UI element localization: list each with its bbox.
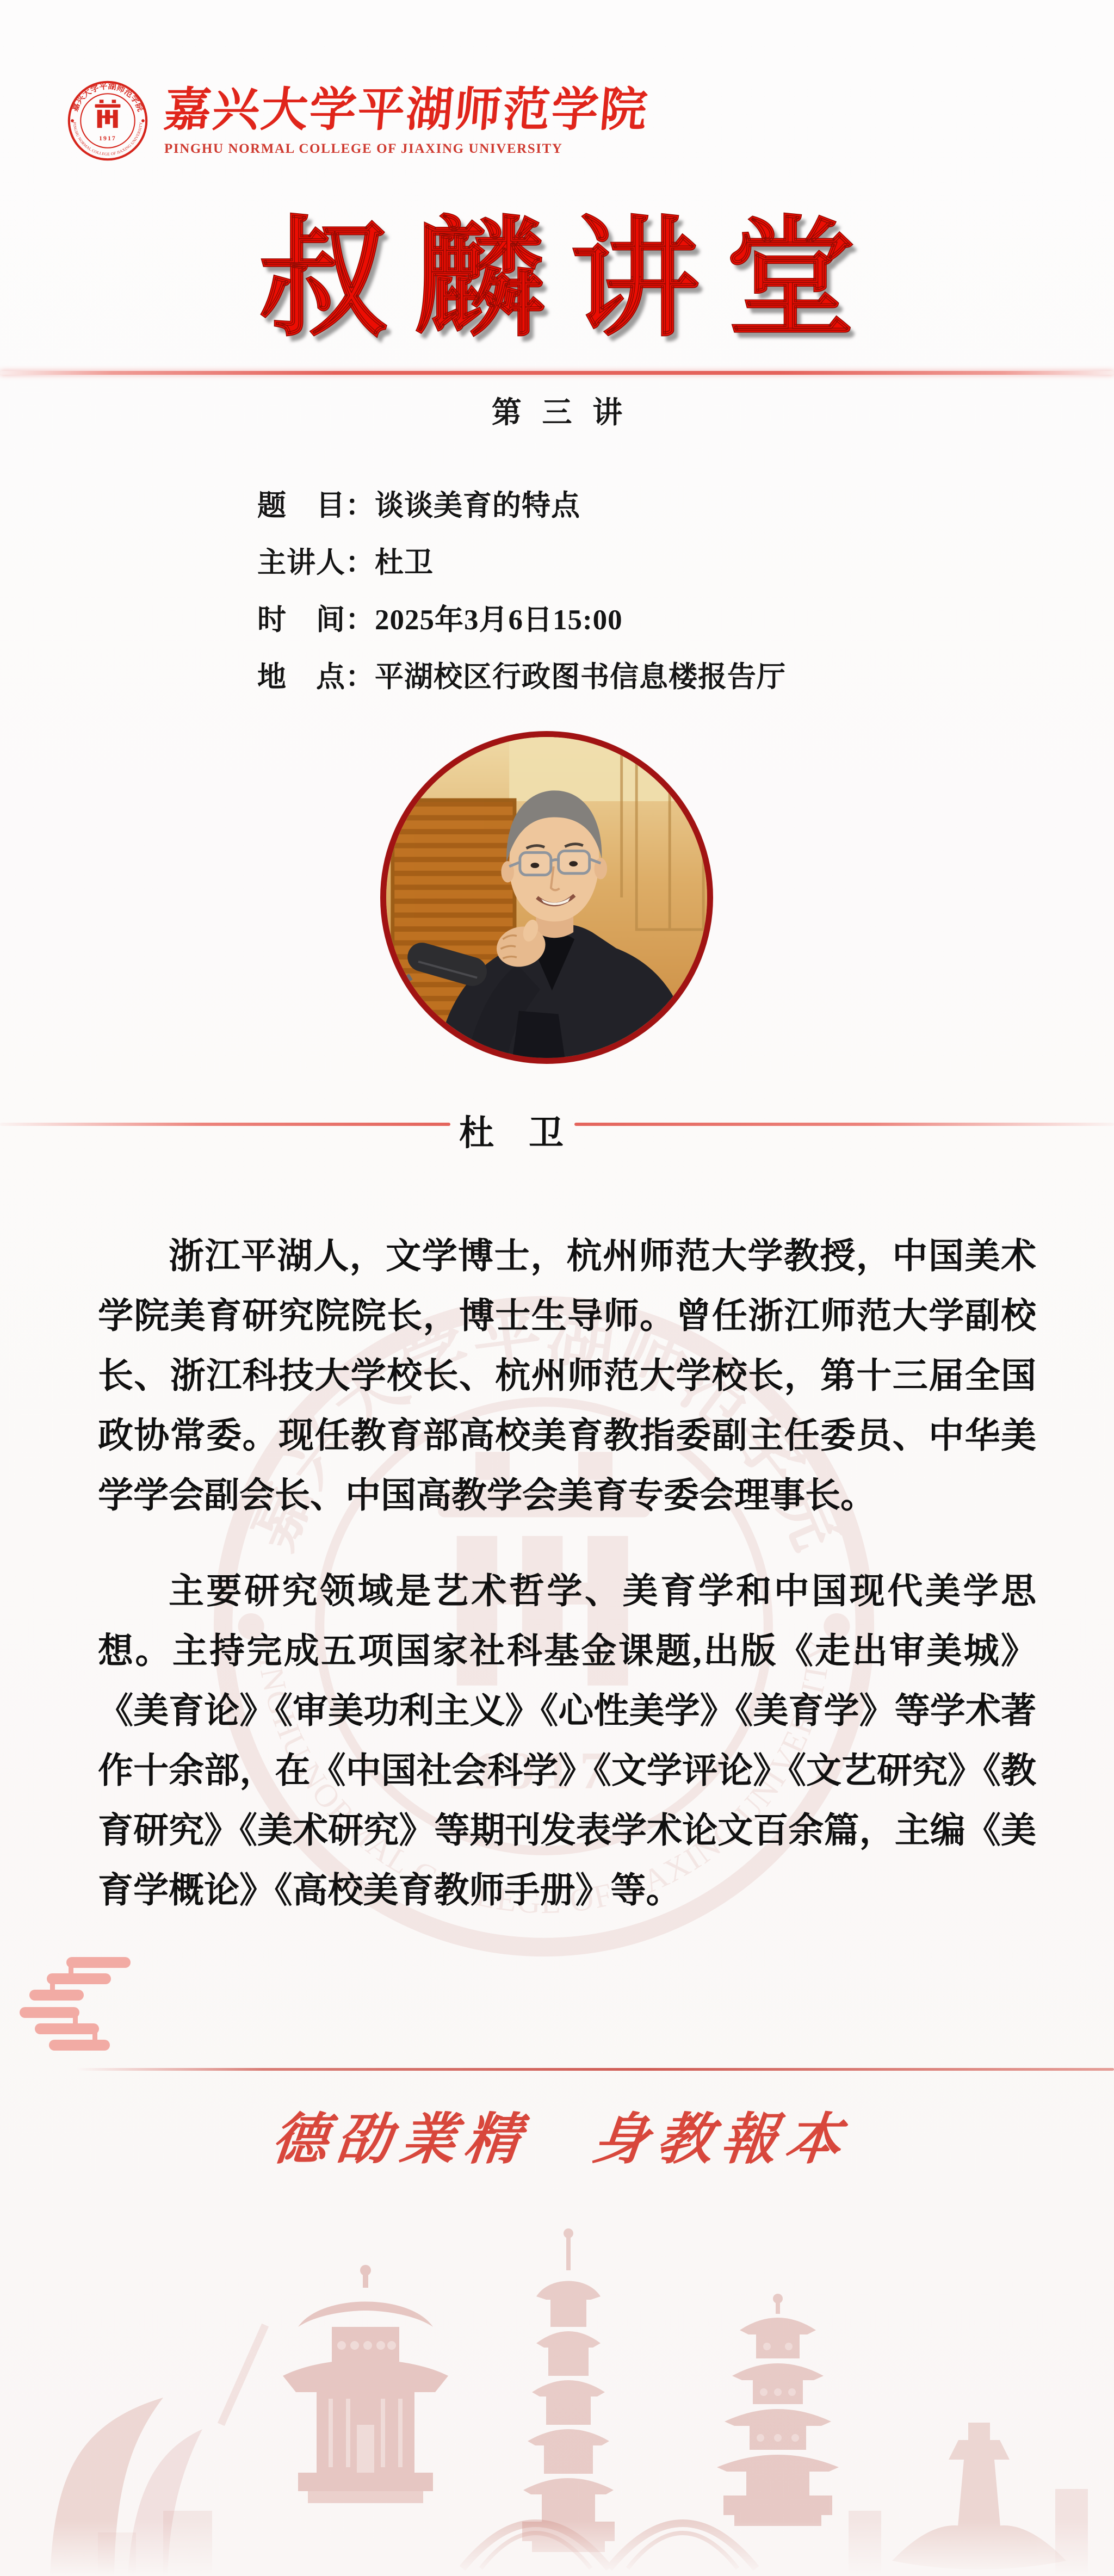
detail-value: 2025年3月6日15:00 [375,604,623,636]
detail-label: 地 点： [257,661,375,693]
seal-logo-icon [66,79,149,162]
detail-label: 题 目： [257,490,375,522]
detail-row-time [257,605,786,635]
portrait-photo [380,731,713,1064]
lecture-number: 第 三 讲 [491,396,629,429]
college-name-zh: 嘉兴大学平湖师范学院 [162,84,651,136]
detail-row-location [257,662,786,692]
portrait-illustration [386,737,707,1058]
header [162,83,651,157]
detail-value: 杜卫 [375,547,434,579]
detail-row-speaker [257,548,786,578]
speaker-name: 杜 卫 [459,1114,564,1153]
detail-value: 谈谈美育的特点 [375,490,580,522]
detail-label: 时 间： [257,604,375,636]
divider-line [0,371,1114,375]
detail-label: 主讲人： [257,547,375,579]
cloud-motif-icon [14,1954,150,2060]
name-divider-right [574,1123,1114,1126]
name-divider-left [0,1123,450,1126]
detail-value: 平湖校区行政图书信息楼报告厅 [375,661,786,693]
page-title: 叔麟讲堂 [259,209,881,352]
bio-paragraph-2: 主要研究领域是艺术哲学、美育学和中国现代美学思想。主持完成五项国家社科基金课题,出版《走出审美城》《美育论》《审美功利主义》《心性美学》《美育学》等学术著作十余部，在《中国社会科学》《文学评论》《文艺研究》《教育研究》《美术研究》等期刊发表学术论文百余篇，主编《美育学概论》《高校美育教师手册》等。 [98,1572,1036,1910]
speaker-bio [98,1227,1036,1921]
detail-row-topic [257,491,786,521]
bio-paragraph-1: 浙江平湖人，文学博士，杭州师范大学教授，中国美术学院美育研究院院长，博士生导师。曾任浙江师范大学副校长、浙江科技大学校长、杭州师范大学校长，第十三届全国政协常委。现任教育部高校美育教指委副主任委员、中华美学学会副会长、中国高教学会美育专委会理事长。 [98,1237,1036,1515]
motto-calligraphy: 德劭業精 身教報本 [269,2109,853,2171]
college-name-en: PINGHU NORMAL COLLEGE OF JIAXING UNIVERSITY [164,141,563,156]
laptop-edge [512,1011,565,1058]
lecture-details [257,491,786,720]
divider-line [76,2068,1114,2071]
cityscape-illustration [0,2184,1114,2576]
